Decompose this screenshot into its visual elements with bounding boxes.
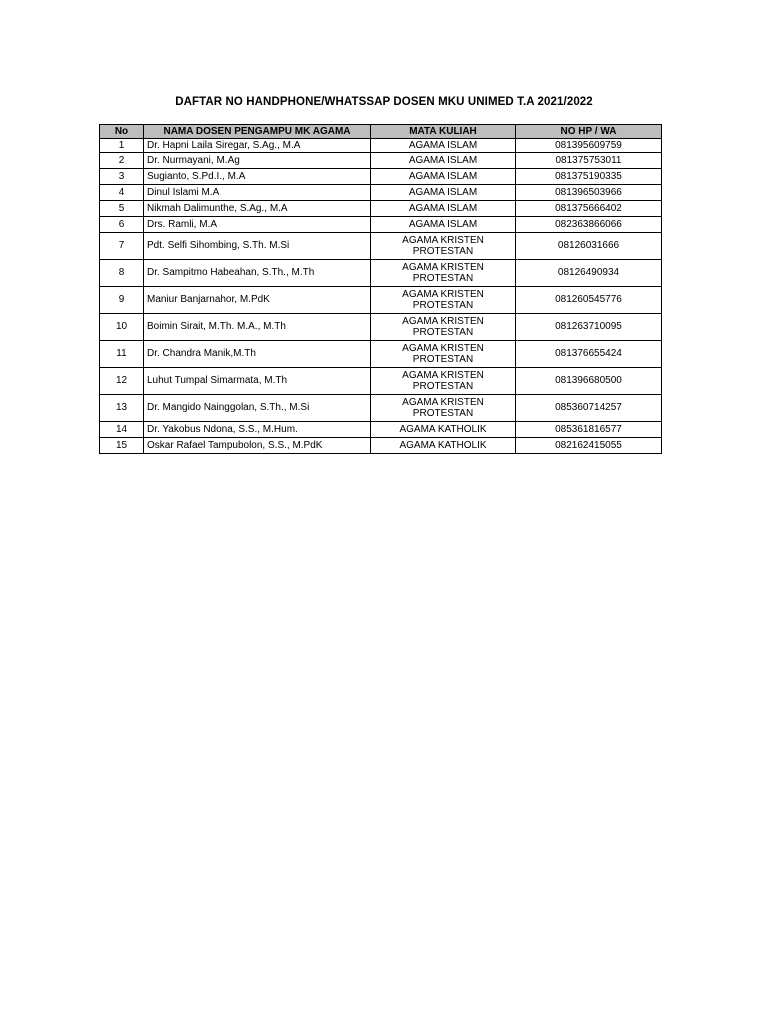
header-no: No — [100, 125, 144, 139]
row-no: 12 — [100, 368, 144, 395]
row-name: Oskar Rafael Tampubolon, S.S., M.PdK — [144, 438, 371, 454]
header-phone: NO HP / WA — [516, 125, 662, 139]
table-row — [100, 438, 662, 454]
row-phone: 08126031666 — [516, 233, 662, 260]
table-row — [100, 201, 662, 217]
row-name: Drs. Ramli, M.A — [144, 217, 371, 233]
table-row — [100, 185, 662, 201]
row-phone: 081263710095 — [516, 314, 662, 341]
row-phone: 08126490934 — [516, 260, 662, 287]
table-row — [100, 341, 662, 368]
row-no: 4 — [100, 185, 144, 201]
row-no: 7 — [100, 233, 144, 260]
row-phone: 081375190335 — [516, 169, 662, 185]
lecturer-contact-table — [99, 124, 662, 454]
row-phone: 081376655424 — [516, 341, 662, 368]
table-row — [100, 233, 662, 260]
row-no: 2 — [100, 153, 144, 169]
row-course: AGAMA ISLAM — [371, 139, 516, 153]
row-course: AGAMA KRISTEN PROTESTAN — [371, 395, 516, 422]
row-course: AGAMA ISLAM — [371, 169, 516, 185]
row-name: Dr. Hapni Laila Siregar, S.Ag., M.A — [144, 139, 371, 153]
row-course: AGAMA ISLAM — [371, 201, 516, 217]
row-name: Boimin Sirait, M.Th. M.A., M.Th — [144, 314, 371, 341]
row-no: 1 — [100, 139, 144, 153]
row-no: 9 — [100, 287, 144, 314]
row-phone: 082363866066 — [516, 217, 662, 233]
table-row — [100, 139, 662, 153]
table-row — [100, 368, 662, 395]
row-course: AGAMA KRISTEN PROTESTAN — [371, 368, 516, 395]
row-phone: 081396680500 — [516, 368, 662, 395]
row-no: 5 — [100, 201, 144, 217]
row-no: 10 — [100, 314, 144, 341]
row-course: AGAMA KRISTEN PROTESTAN — [371, 314, 516, 341]
row-phone: 085361816577 — [516, 422, 662, 438]
row-course: AGAMA ISLAM — [371, 185, 516, 201]
row-name: Sugianto, S.Pd.I., M.A — [144, 169, 371, 185]
row-phone: 082162415055 — [516, 438, 662, 454]
row-course: AGAMA KRISTEN PROTESTAN — [371, 260, 516, 287]
table-row — [100, 260, 662, 287]
row-name: Dr. Nurmayani, M.Ag — [144, 153, 371, 169]
row-course: AGAMA KATHOLIK — [371, 422, 516, 438]
row-name: Maniur Banjarnahor, M.PdK — [144, 287, 371, 314]
row-phone: 081396503966 — [516, 185, 662, 201]
row-no: 15 — [100, 438, 144, 454]
row-phone: 081375753011 — [516, 153, 662, 169]
table-row — [100, 395, 662, 422]
row-name: Dr. Sampitmo Habeahan, S.Th., M.Th — [144, 260, 371, 287]
table-row — [100, 169, 662, 185]
row-name: Dinul Islami M.A — [144, 185, 371, 201]
row-name: Nikmah Dalimunthe, S.Ag., M.A — [144, 201, 371, 217]
header-course: MATA KULIAH — [371, 125, 516, 139]
row-phone: 081375666402 — [516, 201, 662, 217]
row-no: 14 — [100, 422, 144, 438]
row-no: 13 — [100, 395, 144, 422]
page-title: DAFTAR NO HANDPHONE/WHATSSAP DOSEN MKU UNIMED T.A 2021/2022 — [175, 96, 593, 108]
row-course: AGAMA ISLAM — [371, 217, 516, 233]
table-row — [100, 422, 662, 438]
row-name: Dr. Yakobus Ndona, S.S., M.Hum. — [144, 422, 371, 438]
row-no: 11 — [100, 341, 144, 368]
table-row — [100, 153, 662, 169]
row-phone: 085360714257 — [516, 395, 662, 422]
row-name: Pdt. Selfi Sihombing, S.Th. M.Si — [144, 233, 371, 260]
row-no: 8 — [100, 260, 144, 287]
row-course: AGAMA ISLAM — [371, 153, 516, 169]
row-course: AGAMA KATHOLIK — [371, 438, 516, 454]
row-course: AGAMA KRISTEN PROTESTAN — [371, 233, 516, 260]
row-phone: 081395609759 — [516, 139, 662, 153]
table-row — [100, 287, 662, 314]
row-name: Dr. Chandra Manik,M.Th — [144, 341, 371, 368]
row-phone: 081260545776 — [516, 287, 662, 314]
row-name: Dr. Mangido Nainggolan, S.Th., M.Si — [144, 395, 371, 422]
table-row — [100, 217, 662, 233]
header-name: NAMA DOSEN PENGAMPU MK AGAMA — [144, 125, 371, 139]
row-no: 3 — [100, 169, 144, 185]
table-header-row — [100, 125, 662, 139]
row-course: AGAMA KRISTEN PROTESTAN — [371, 341, 516, 368]
row-course: AGAMA KRISTEN PROTESTAN — [371, 287, 516, 314]
row-name: Luhut Tumpal Simarmata, M.Th — [144, 368, 371, 395]
row-no: 6 — [100, 217, 144, 233]
table-row — [100, 314, 662, 341]
